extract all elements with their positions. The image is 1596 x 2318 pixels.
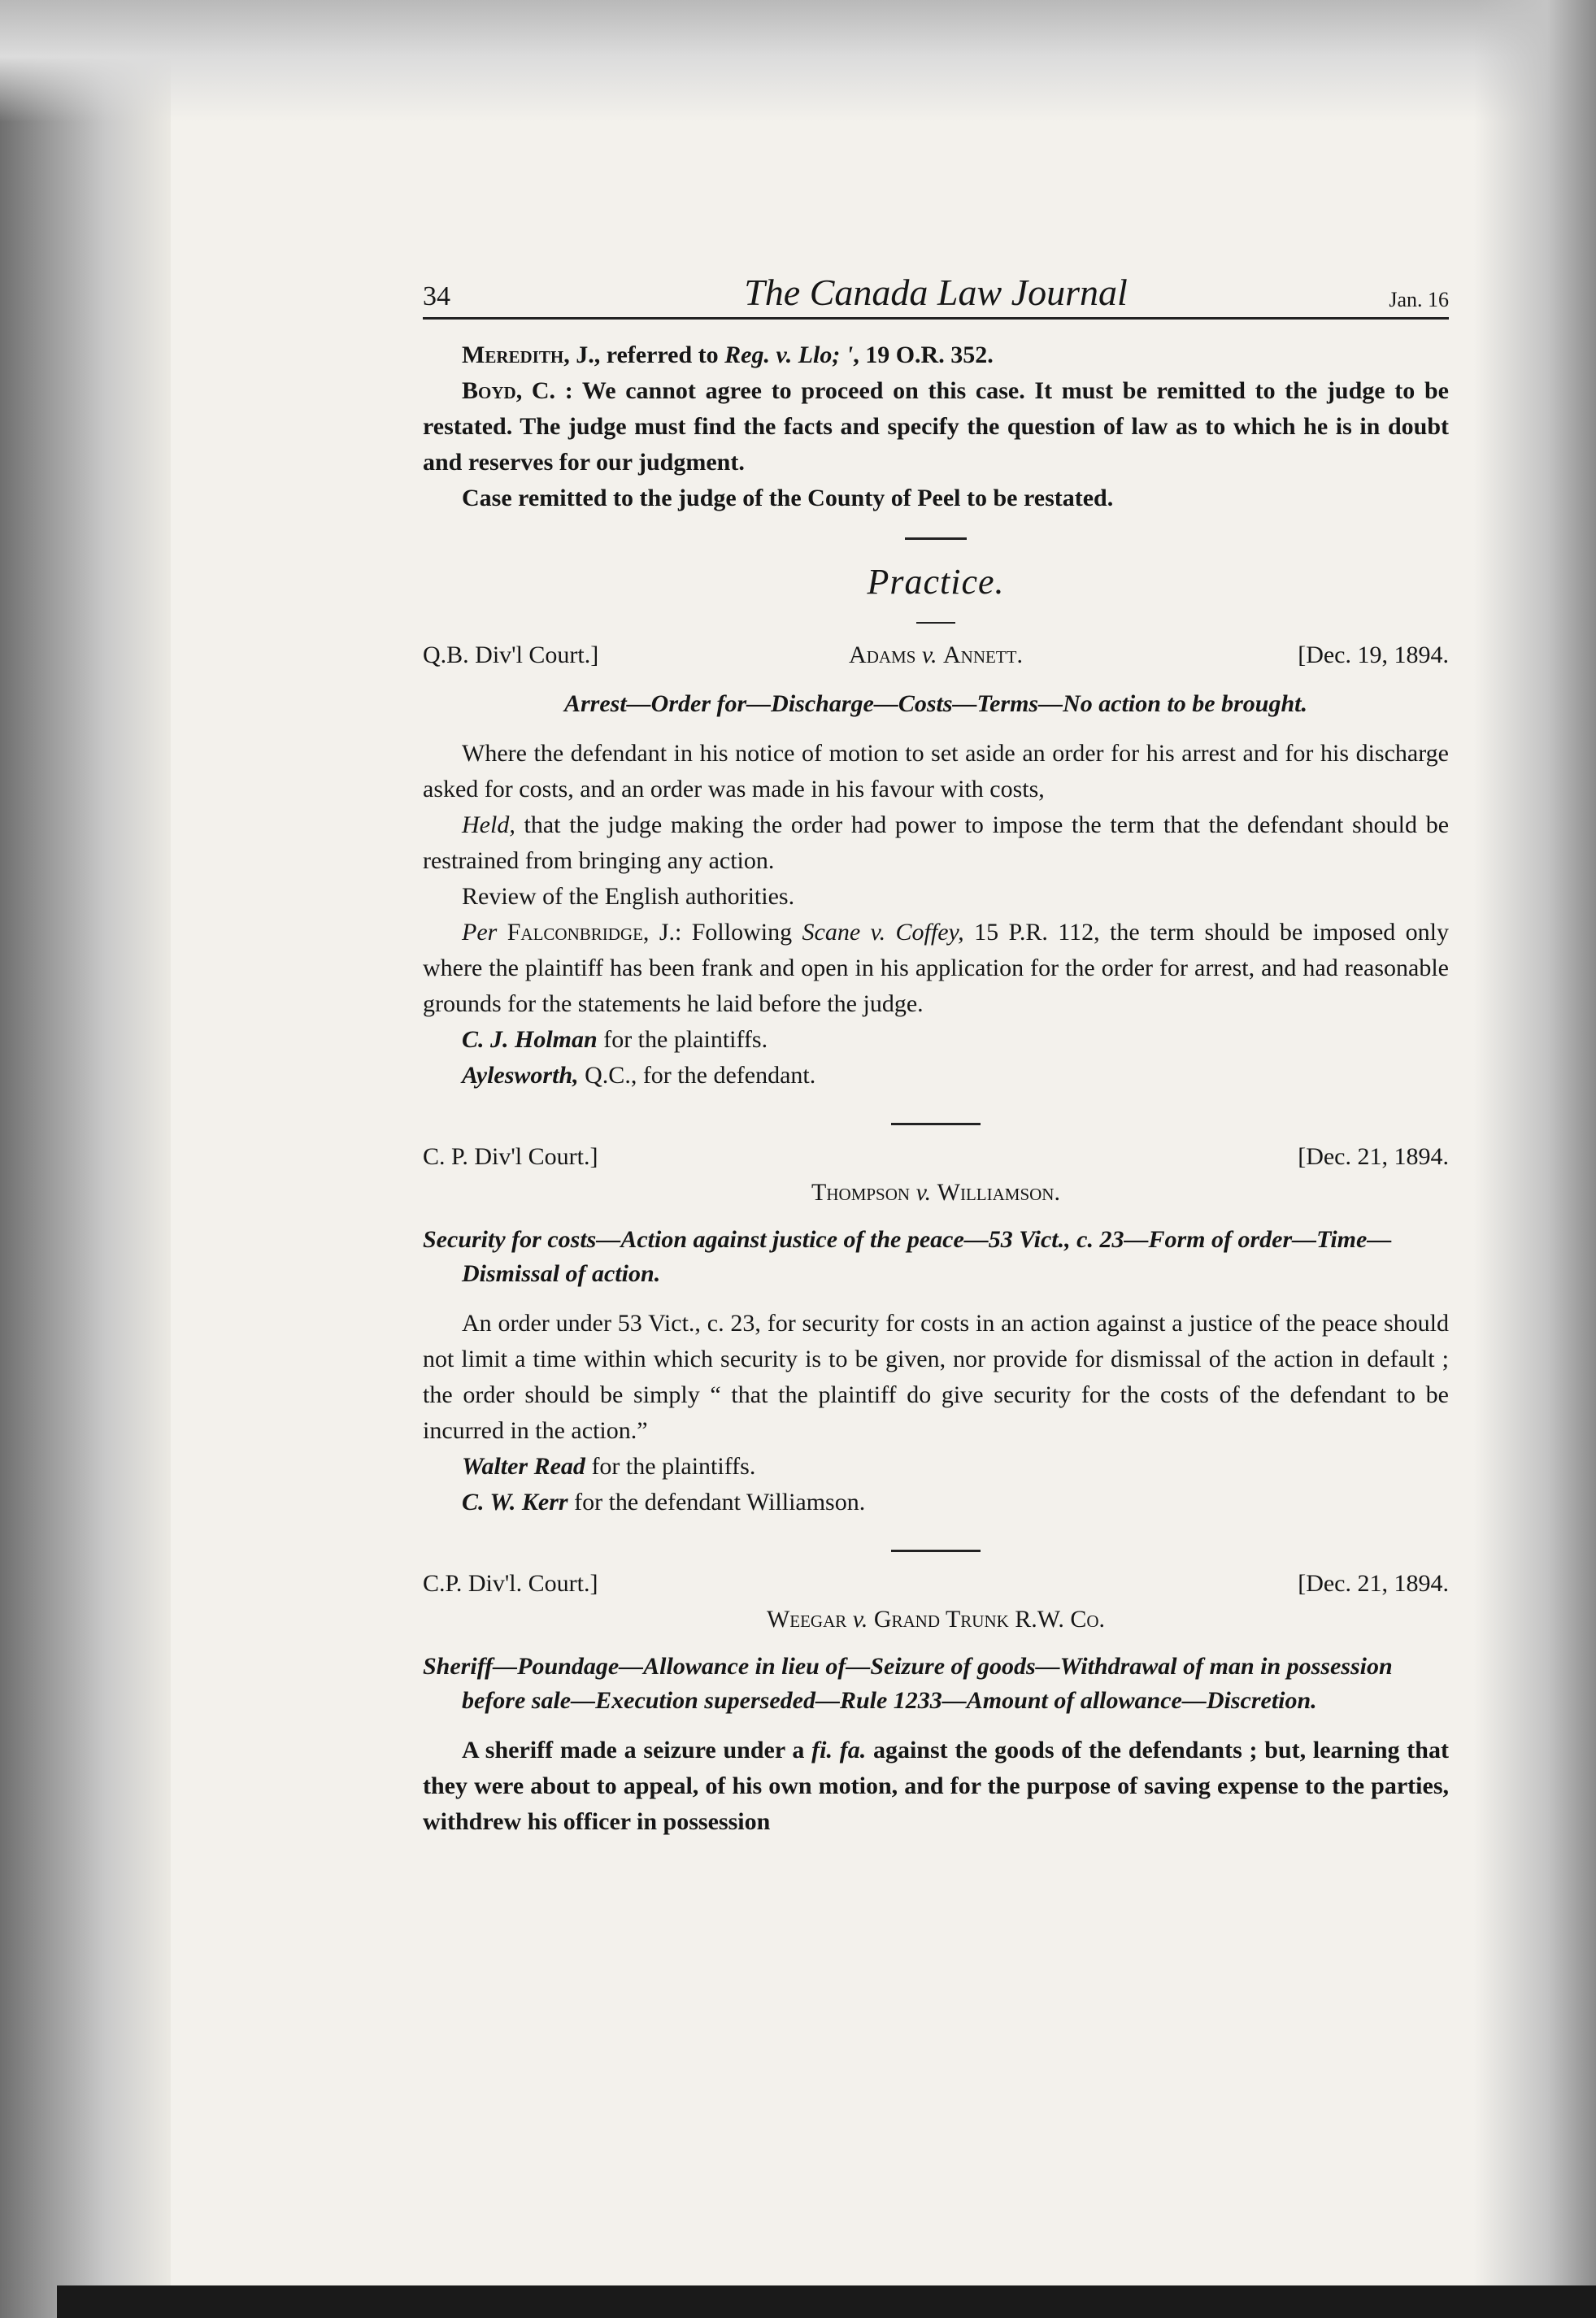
journal-title: The Canada Law Journal <box>744 272 1128 313</box>
scan-shadow-left <box>0 0 171 2318</box>
running-head <box>423 268 1449 320</box>
case-headnote: Arrest—Order for—Discharge—Costs—Terms—No action to be brought. <box>564 690 1307 717</box>
cited-case: Scane v. Coffey, <box>802 919 964 946</box>
case-parties: Weegar v. Grand Trunk R.W. Co. <box>766 1606 1106 1633</box>
cited-case: Reg. v. Llo; ' <box>724 341 854 368</box>
short-divider <box>916 622 955 624</box>
judge-name: Meredith <box>462 341 564 368</box>
section-divider <box>905 537 967 540</box>
court-name: C. P. Div'l Court.] <box>423 1143 598 1170</box>
case-divider <box>891 1550 981 1552</box>
judge-name: Falconbridge <box>507 919 643 946</box>
case-paragraph: Per Falconbridge, J.: Following Scane v. Coffey, 15 P.R. 112, the term should be imposed only where the plaintiff has been frank and open in his application for the order for arrest, and had reasonable grounds for the statements he laid before the judge. <box>423 919 1450 1017</box>
case-divider <box>891 1123 981 1125</box>
case-heading <box>423 1143 1449 1215</box>
held-word: Held, <box>462 811 515 838</box>
case-paragraph: Held, that the judge making the order had power to impose the term that the defendant should be restrained from bringing any action. <box>423 811 1450 874</box>
case-paragraph: Where the defendant in his notice of motion to set aside an order for his arrest and for his discharge asked for costs, and an order was made in his favour with costs, <box>423 740 1449 802</box>
case-date: [Dec. 19, 1894. <box>1298 641 1449 668</box>
case-date: [Dec. 21, 1894. <box>1298 1143 1449 1170</box>
scan-edge-bottom <box>57 2285 1596 2318</box>
issue-date: Jan. 16 <box>1389 288 1449 311</box>
counsel-line: Aylesworth, Q.C., for the defendant. <box>462 1062 816 1089</box>
case-paragraph: Review of the English authorities. <box>462 883 795 910</box>
case-heading <box>423 641 1449 679</box>
case-paragraph: A sheriff made a seizure under a fi. fa. against the goods of the defendants ; but, learning that they were about to appeal, of his own motion, and for the purpose of saving expense to the parties, withdrew his officer in possession <box>423 1737 1449 1835</box>
judge-name: Boyd <box>462 377 516 404</box>
page-number: 34 <box>423 281 450 311</box>
counsel-line: C. W. Kerr for the defendant Williamson. <box>462 1489 866 1516</box>
section-title: Practice. <box>867 562 1005 602</box>
journal-page <box>423 268 1449 2220</box>
counsel-line: C. J. Holman for the plaintiffs. <box>462 1026 768 1053</box>
intro-paragraph-2: Boyd, C. : We cannot agree to proceed on this case. It must be remitted to the judge to be restated. The judge must find the facts and specify the question of law as to which he is in doubt and reserves for our judgment. <box>423 377 1449 476</box>
case-parties: Adams v. Annett. <box>849 641 1023 668</box>
intro-paragraph-1: Meredith, J., referred to Reg. v. Llo; ', 19 O.R. 352. <box>462 341 994 368</box>
writ-name: fi. fa. <box>811 1737 867 1764</box>
case-date: [Dec. 21, 1894. <box>1298 1570 1449 1597</box>
court-name: C.P. Div'l. Court.] <box>423 1570 598 1597</box>
case-parties: Thompson v. Williamson. <box>811 1179 1060 1206</box>
intro-paragraph-3: Case remitted to the judge of the County of Peel to be restated. <box>462 485 1114 511</box>
scan-shadow-right <box>1474 0 1596 2318</box>
court-name: Q.B. Div'l Court.] <box>423 641 599 668</box>
case-headnote: Security for costs—Action against justice of the peace—53 Vict., c. 23—Form of order—Time—Dismissal of action. <box>423 1226 1392 1287</box>
scan-shadow-top <box>0 0 1596 122</box>
case-headnote: Sheriff—Poundage—Allowance in lieu of—Seizure of goods—Withdrawal of man in possession before sale—Execution superseded—Rule 1233—Amount of allowance—Discretion. <box>423 1653 1393 1714</box>
case-paragraph: An order under 53 Vict., c. 23, for security for costs in an action against a justice of the peace should not limit a time within which security is to be given, nor provide for dismissal of the action in default ; the order should be simply “ that the plaintiff do give security for the costs of the defendant to be incurred in the action.” <box>423 1310 1449 1444</box>
case-heading <box>423 1570 1449 1642</box>
counsel-line: Walter Read for the plaintiffs. <box>462 1453 756 1480</box>
